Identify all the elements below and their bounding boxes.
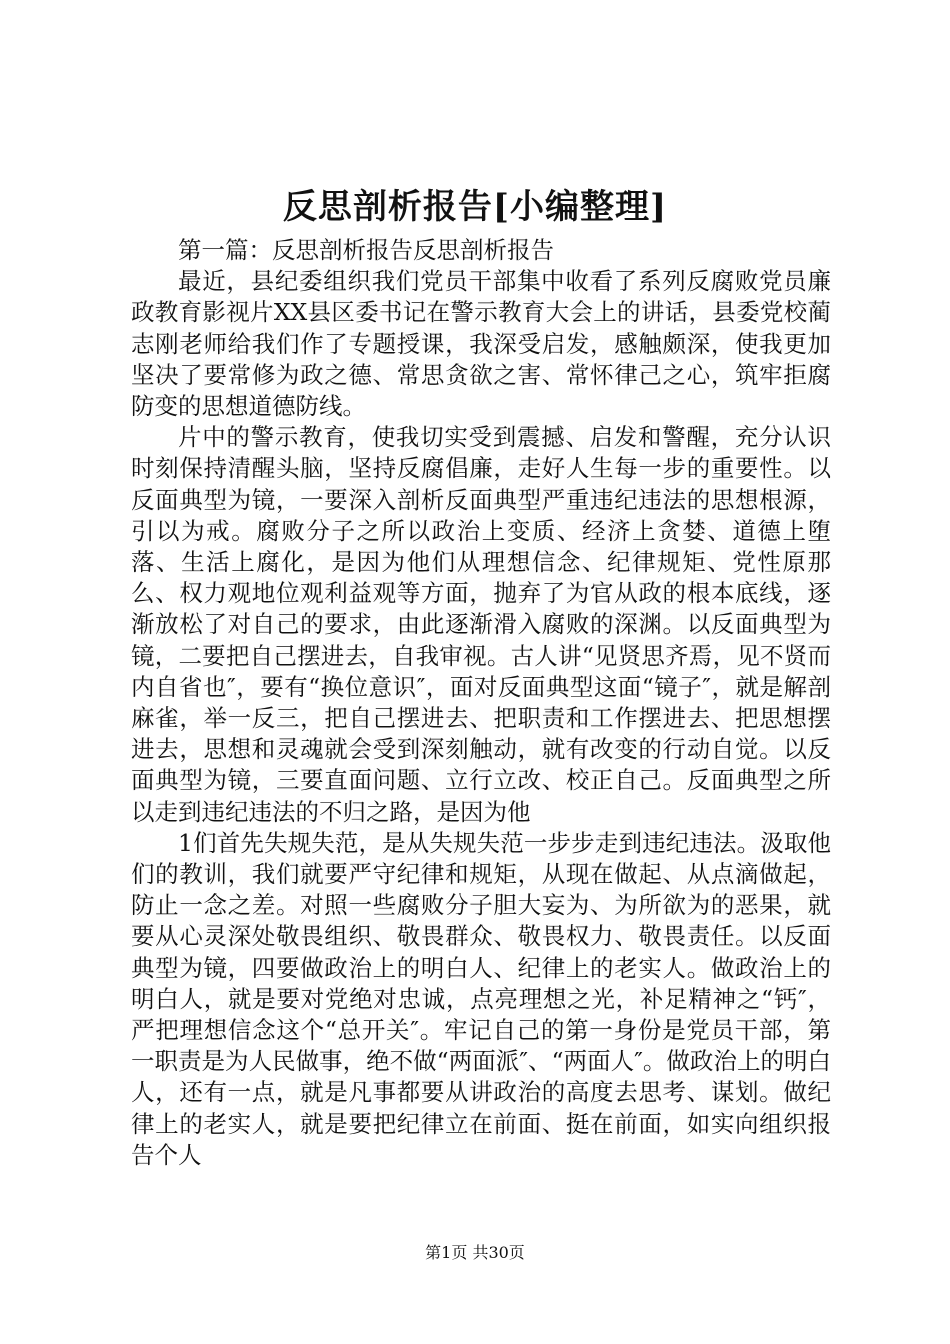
document-body xyxy=(131,235,831,1171)
document-title: 反思剖析报告[小编整理] xyxy=(282,187,668,227)
paragraph: 最近，县纪委组织我们党员干部集中收看了系列反腐败党员廉政教育影视片XX县区委书记在警示教育大会上的讲话，县委党校蔺志刚老师给我们作了专题授课，我深受启发，感触颇深，使我更加坚决了要常修为政之德、常思贪欲之害、常怀律己之心，筑牢拒腐防变的思想道德防线。 xyxy=(131,267,831,421)
paragraph: 片中的警示教育，使我切实受到震撼、启发和警醒，充分认识时刻保持清醒头脑，坚持反腐倡廉，走好人生每一步的重要性。以反面典型为镜，一要深入剖析反面典型严重违纪违法的思想根源，引以为戒。腐败分子之所以政治上变质、经济上贪婪、道德上堕落、生活上腐化，是因为他们从理想信念、纪律规矩、党性原那么、权力观地位观利益观等方面，抛弃了为官从政的根本底线，逐渐放松了对自己的要求，由此逐渐滑入腐败的深渊。以反面典型为镜，二要把自己摆进去，自我审视。古人讲“见贤思齐焉，见不贤而内自省也″，要有“换位意识″，面对反面典型这面“镜子″，就是解剖麻雀，举一反三，把自己摆进去、把职责和工作摆进去、把思想摆进去，思想和灵魂就会受到深刻触动，就有改变的行动自觉。以反面典型为镜，三要直面问题、立行立改、校正自己。反面典型之所以走到违纪违法的不归之路，是因为他 xyxy=(131,423,831,826)
paragraph-heading: 第一篇：反思剖析报告反思剖析报告 xyxy=(178,236,554,264)
paragraph: 1们首先失规失范，是从失规失范一步步走到违纪违法。汲取他们的教训，我们就要严守纪律和规矩，从现在做起、从点滴做起，防止一念之差。对照一些腐败分子胆大妄为、为所欲为的恶果，就要从心灵深处敬畏组织、敬畏群众、敬畏权力、敬畏责任。以反面典型为镜，四要做政治上的明白人、纪律上的老实人。做政治上的明白人，就是要对党绝对忠诚，点亮理想之光，补足精神之“钙″，严把理想信念这个“总开关″。牢记自己的第一身份是党员干部，第一职责是为人民做事，绝不做“两面派″、“两面人″。做政治上的明白人，还有一点，就是凡事都要从讲政治的高度去思考、谋划。做纪律上的老实人，就是要把纪律立在前面、挺在前面，如实向组织报告个人 xyxy=(131,828,831,1169)
page-number-footer: 第1页 共30页 xyxy=(425,1243,525,1262)
